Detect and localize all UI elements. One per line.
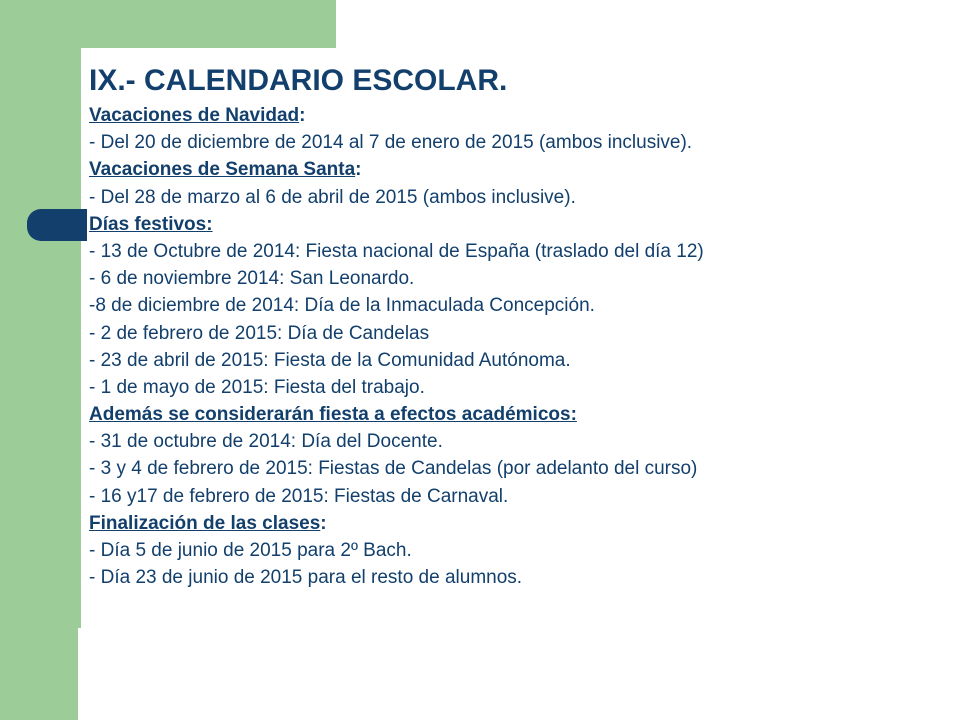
list-item: - 3 y 4 de febrero de 2015: Fiestas de Candelas (por adelanto del curso)	[89, 458, 698, 480]
list-item: - 23 de abril de 2015: Fiesta de la Comunidad Autónoma.	[89, 349, 571, 371]
navy-tab-marker	[27, 209, 87, 241]
heading-semana-santa-text: Vacaciones de Semana Santa	[89, 159, 356, 181]
list-item: - 16 y17 de febrero de 2015: Fiestas de Carnaval.	[89, 485, 509, 507]
list-item: - Día 23 de junio de 2015 para el resto de alumnos.	[89, 567, 523, 589]
heading-festivos-text: Días festivos:	[89, 213, 213, 235]
heading-finalizacion-text: Finalización de las clases	[89, 512, 321, 534]
slide-content	[89, 60, 951, 591]
heading-semana-santa-colon: :	[355, 159, 362, 181]
list-item: -8 de diciembre de 2014: Día de la Inmaculada Concepción.	[89, 295, 595, 317]
list-item: - Día 5 de junio de 2015 para 2º Bach.	[89, 540, 412, 561]
heading-finalizacion-colon: :	[320, 512, 327, 534]
heading-festivos	[89, 211, 951, 238]
top-green-band	[78, 0, 336, 48]
heading-academicos	[89, 401, 951, 428]
page-title: IX.- CALENDARIO ESCOLAR.	[89, 64, 508, 97]
heading-navidad-text: Vacaciones de Navidad	[89, 105, 300, 126]
list-item: - 6 de noviembre 2014: San Leonardo.	[89, 268, 415, 290]
list-item: - 13 de Octubre de 2014: Fiesta nacional de España (traslado del día 12)	[89, 240, 704, 262]
left-green-band	[0, 0, 78, 720]
heading-finalizacion	[89, 510, 951, 537]
list-item: - 31 de octubre de 2014: Día del Docente.	[89, 431, 443, 453]
list-item: - Del 28 de marzo al 6 de abril de 2015 (ambos inclusive).	[89, 186, 576, 208]
heading-academicos-text: Además se considerarán fiesta a efectos académicos:	[89, 404, 577, 426]
list-item: - 1 de mayo de 2015: Fiesta del trabajo.	[89, 376, 425, 398]
heading-navidad-colon: :	[299, 105, 306, 126]
content-border-strip	[78, 48, 81, 628]
list-item: - Del 20 de diciembre de 2014 al 7 de enero de 2015 (ambos inclusive).	[89, 132, 693, 154]
list-item: - 2 de febrero de 2015: Día de Candelas	[89, 322, 430, 344]
heading-navidad	[89, 102, 951, 129]
heading-semana-santa	[89, 156, 951, 183]
